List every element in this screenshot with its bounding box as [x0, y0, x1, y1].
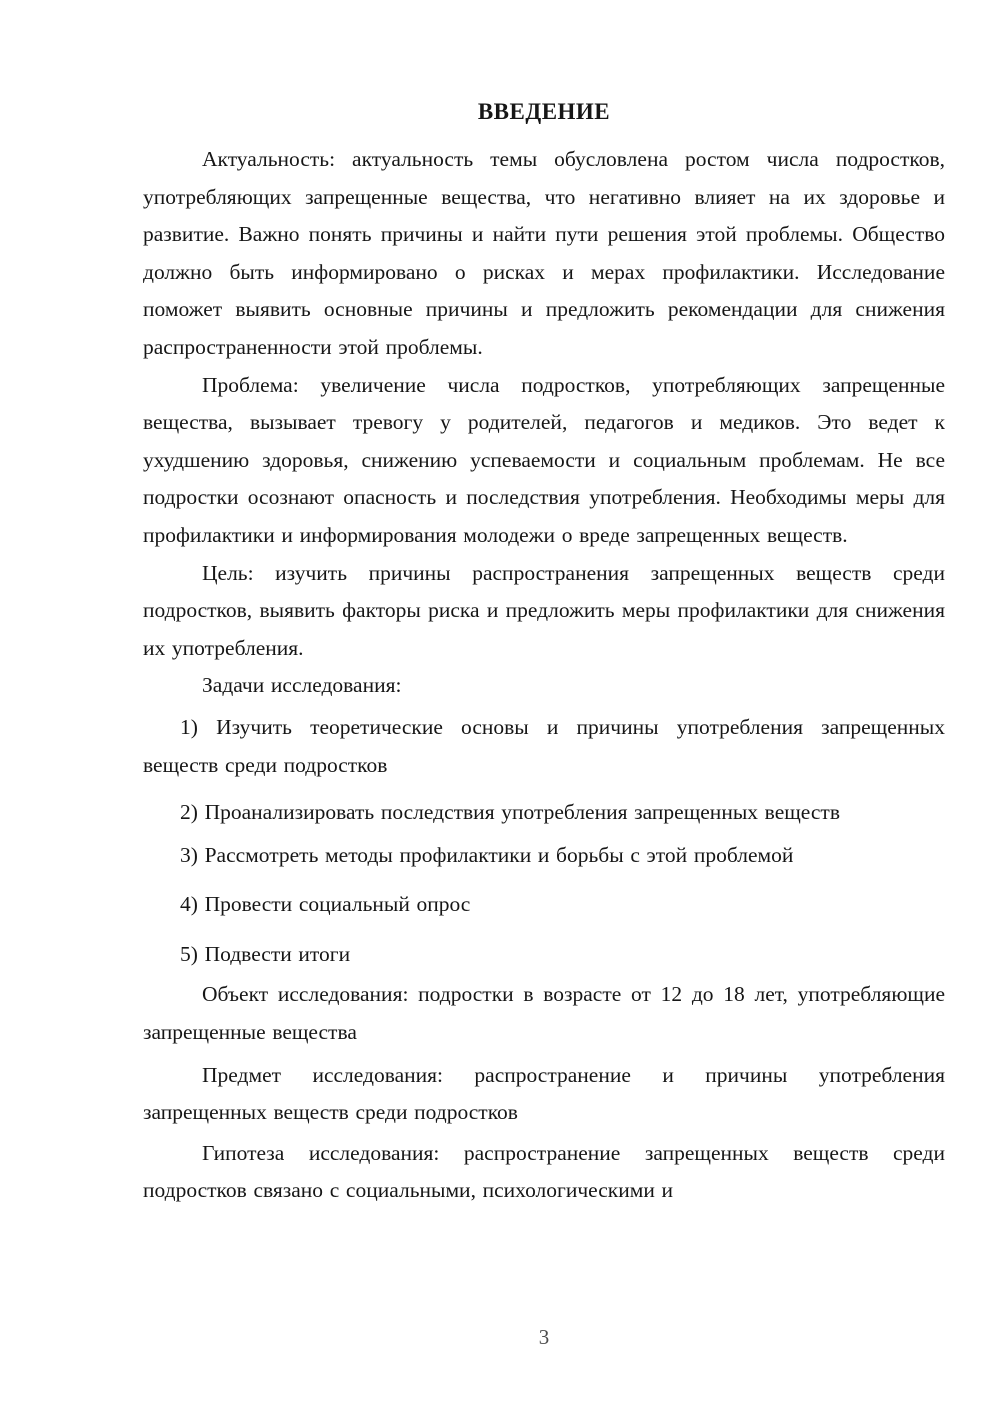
text-column: [143, 0, 945, 1210]
task-item-1: 1) Изучить теоретические основы и причины употребления запрещенных веществ среди подростков: [143, 714, 945, 777]
task-item-2: 2) Проанализировать последствия употребления запрещенных веществ: [180, 800, 840, 825]
task-item-5: 5) Подвести итоги: [180, 941, 351, 966]
task-item-3: 3) Рассмотреть методы профилактики и борьбы с этой проблемой: [180, 842, 794, 867]
paragraph-relevance: Актуальность: актуальность темы обусловлена ростом числа подростков, употребляющих запрещенные вещества, что негативно влияет на их здоровье и развитие. Важно понять причины и найти пути решения этой проблемы. Общество должно быть информировано о рисках и мерах профилактики. Исследование поможет выявить основные причины и предложить рекомендации для снижения распространенности этой проблемы.: [143, 147, 945, 359]
page-number: 3: [538, 1325, 550, 1349]
paragraph-goal: Цель: изучить причины распространения запрещенных веществ среди подростков, выявить факторы риска и предложить меры профилактики для снижения их употребления.: [143, 560, 945, 660]
paragraph-object: Объект исследования: подростки в возрасте от 12 до 18 лет, употребляющие запрещенные вещества: [143, 982, 945, 1045]
task-item-4: 4) Провести социальный опрос: [180, 892, 471, 917]
paragraph-problem: Проблема: увеличение числа подростков, употребляющих запрещенные вещества, вызывает тревогу у родителей, педагогов и медиков. Это ведет к ухудшению здоровья, снижению успеваемости и социальным проблемам. Не все подростки осознают опасность и последствия употребления. Необходимы меры для профилактики и информирования молодежи о вреде запрещенных веществ.: [143, 372, 945, 547]
paragraph-subject: Предмет исследования: распространение и причины употребления запрещенных веществ среди подростков: [143, 1062, 945, 1125]
page-title: ВВЕДЕНИЕ: [477, 99, 611, 124]
paragraph-tasks-heading: Задачи исследования:: [202, 673, 402, 698]
paragraph-hypothesis: Гипотеза исследования: распространение запрещенных веществ среди подростков связано с социальными, психологическими и: [143, 1140, 945, 1203]
